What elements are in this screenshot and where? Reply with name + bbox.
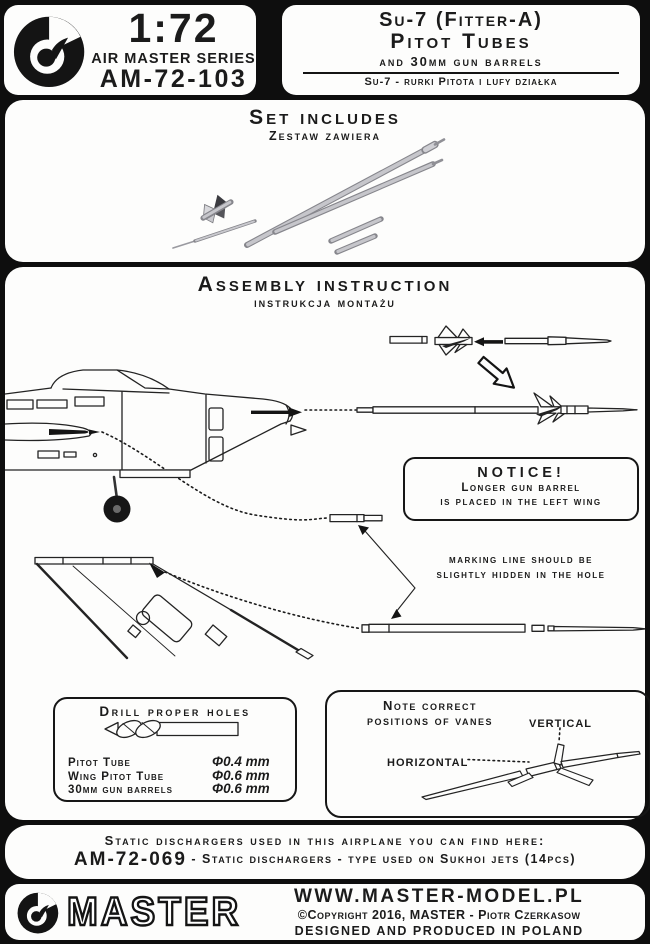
- drill-row-value: Φ0.4 mm: [212, 754, 270, 769]
- vanes-title-line1: Note correct: [383, 698, 477, 713]
- product-title-line2: Pitot Tubes: [390, 30, 532, 53]
- notice-heading: NOTICE!: [477, 465, 565, 481]
- product-code: AM-72-103: [99, 65, 248, 94]
- static-dischargers-panel: [5, 825, 645, 879]
- scale-label: 1:72: [128, 4, 219, 51]
- notice-line1: Longer gun barrel: [461, 482, 581, 494]
- marking-note-line1: marking line should be: [449, 554, 593, 566]
- vane-positions-box: [325, 690, 650, 818]
- drill-row-value: Φ0.6 mm: [212, 767, 270, 783]
- vertical-label: VERTICAL: [529, 718, 592, 730]
- cross-sell-line1: Static dischargers used in this airplane you can find here:: [104, 833, 546, 848]
- cross-sell-product-code: AM-72-069: [73, 849, 187, 870]
- drill-row-value: Φ0.6 mm: [212, 781, 270, 796]
- website-url: WWW.MASTER-MODEL.PL: [293, 886, 585, 907]
- product-title-line3: and 30mm gun barrels: [379, 54, 543, 70]
- cross-sell-line2: [5, 849, 645, 871]
- series-label: AIR MASTER SERIES: [91, 50, 256, 67]
- drill-size-table: [55, 754, 295, 795]
- header-title-panel: [282, 5, 640, 95]
- assembly-subtitle-polish: instrukcja montażu: [254, 296, 396, 310]
- drill-row-label: Wing Pitot Tube: [68, 770, 165, 783]
- set-includes-subtitle-polish: Zestaw zawiera: [269, 129, 381, 143]
- notice-box: [403, 457, 639, 521]
- table-row: [55, 754, 295, 768]
- horizontal-label: HORIZONTAL: [387, 757, 469, 769]
- copyright-line: ©Copyright 2016, MASTER - Piotr Czerkasow: [297, 908, 581, 922]
- made-in-line: DESIGNED AND PRODUCED IN POLAND: [294, 923, 584, 938]
- table-row: [55, 781, 295, 795]
- product-title-line1: Su-7 (Fitter-A): [379, 9, 543, 31]
- assembly-title: Assembly instruction: [197, 273, 453, 296]
- cross-sell-description: - Static dischargers - type used on Sukhoi jets (14pcs): [191, 852, 577, 866]
- table-row: [55, 768, 295, 782]
- drill-row-label: Pitot Tube: [68, 757, 131, 769]
- set-includes-title: Set includes: [249, 106, 401, 129]
- drill-holes-box: [53, 697, 297, 802]
- drill-row-label: 30mm gun barrels: [68, 784, 173, 796]
- header-brand-panel: [4, 5, 256, 95]
- assembly-instruction-panel: [5, 267, 645, 820]
- marking-note-line2: slightly hidden in the hole: [436, 569, 606, 581]
- notice-line2: is placed in the left wing: [440, 496, 602, 508]
- master-logo-icon: [13, 9, 89, 91]
- marking-line-note: [401, 553, 641, 583]
- product-subtitle-polish: Su-7 - rurki Pitota i lufy działka: [364, 76, 558, 89]
- footer-panel: [5, 884, 645, 940]
- set-includes-panel: [5, 100, 645, 262]
- title-divider: [303, 72, 619, 74]
- master-logo-icon: [17, 888, 61, 936]
- vanes-title-line2: positions of vanes: [366, 713, 494, 728]
- vanes-box-title: [335, 698, 525, 728]
- drill-box-title: Drill proper holes: [99, 704, 251, 719]
- brand-wordmark: MASTER: [67, 889, 242, 934]
